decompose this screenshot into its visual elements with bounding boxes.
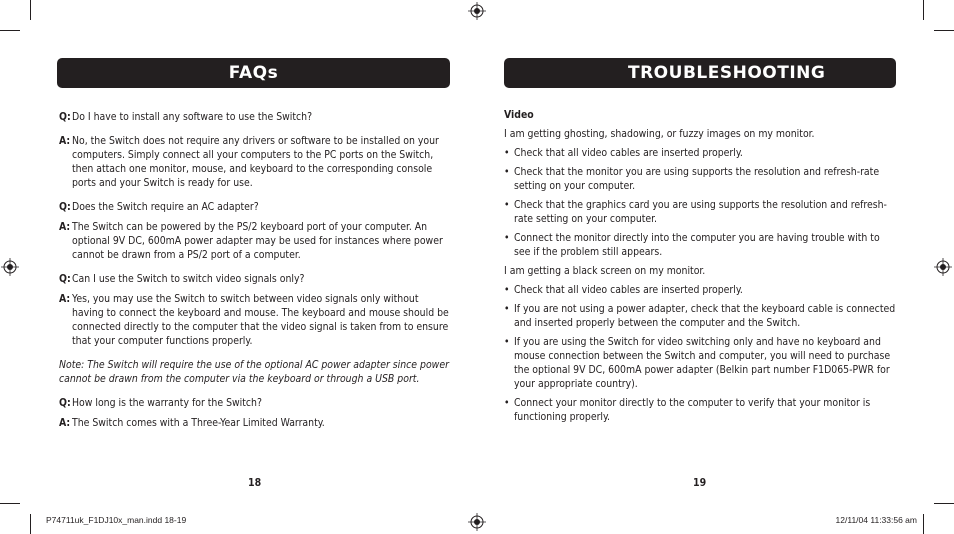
slug-filename: P74711uk_F1DJ10x_man.indd 18-19 [46,515,187,525]
registration-mark-icon [468,513,486,531]
answer-tag: A: [59,293,71,305]
faq-question [59,272,451,286]
faqs-column [59,110,451,436]
registration-mark-icon [468,2,486,20]
crop-mark [934,503,954,504]
answer-tag: A: [59,135,71,147]
problem-heading: I am getting a black screen on my monitor. [504,265,706,277]
list-item [504,335,896,391]
faqs-header-title: FAQs [228,63,279,83]
problem-heading: I am getting ghosting, shadowing, or fuzzy images on my monitor. [504,128,815,140]
list-item [504,146,896,160]
question-tag: Q: [59,397,71,409]
bullet-glyph: • [504,303,510,315]
list-item [504,396,896,424]
crop-mark [923,0,924,20]
list-item-text: If you are using the Switch for video switching only and have no keyboard and mouse connection between the Switch and computer, you will need to purchase the optional 9V DC, 600mA power adapter (Belkin part number F1D065-PWR for your appropriate country). [514,336,891,390]
list-item-text: Check that all video cables are inserted properly. [514,147,743,159]
answer-tag: A: [59,221,71,233]
slug-datetime: 12/11/04 11:33:56 am [835,515,917,525]
list-item [504,302,896,330]
crop-mark [30,0,31,20]
question-tag: Q: [59,201,71,213]
answer-text: The Switch can be powered by the PS/2 keyboard port of your computer. An optional 9V DC, 600mA power adapter may be used for instances where power cannot be drawn from a PS/2 port of a computer. [72,221,443,261]
list-item-text: Check that the monitor you are using supports the resolution and refresh-rate setting on your computer. [514,166,880,192]
crop-mark [934,30,954,31]
list-item [504,165,896,193]
question-text: Do I have to install any software to use the Switch? [72,111,313,123]
list-item [504,198,896,226]
troubleshooting-column [504,108,896,429]
bullet-glyph: • [504,397,510,409]
bullet-glyph: • [504,147,510,159]
troubleshooting-header-title: TROUBLESHOOTING [628,63,826,83]
bullet-glyph: • [504,336,510,348]
answer-text: No, the Switch does not require any drivers or software to be installed on your computers. Simply connect all your computers to the PC ports on the Switch, then attach one monitor, mouse, and keyboard to the corresponding console ports and your Switch is ready for use. [72,135,439,189]
faq-answer [59,416,451,430]
section-title: Video [504,109,534,121]
question-text: Can I use the Switch to switch video signals only? [72,273,305,285]
faq-answer [59,292,451,348]
page-number-left: 18 [248,477,262,489]
troubleshooting-header [504,58,896,88]
registration-mark-icon [934,258,952,276]
answer-text: The Switch comes with a Three-Year Limited Warranty. [72,417,325,429]
answer-text: Yes, you may use the Switch to switch between video signals only without having to connect the keyboard and mouse. The keyboard and mouse should be connected directly to the computer that the video signal is taken from to ensure that your computer functions properly. [72,293,449,347]
crop-mark [923,514,924,534]
crop-mark [0,30,20,31]
faq-answer [59,220,451,262]
faq-question [59,396,451,410]
list-item [504,283,896,297]
list-item-text: Check that all video cables are inserted properly. [514,284,743,296]
bullet-glyph: • [504,199,510,211]
faq-note: Note: The Switch will require the use of the optional AC power adapter since power cannot be drawn from the computer via the keyboard or through a USB port. [59,359,449,385]
question-text: How long is the warranty for the Switch? [72,397,262,409]
faq-question [59,200,451,214]
registration-mark-icon [1,258,19,276]
bullet-glyph: • [504,284,510,296]
list-item-text: Check that the graphics card you are using supports the resolution and refresh-rate setting on your computer. [514,199,887,225]
list-item [504,231,896,259]
list-item-text: Connect your monitor directly to the computer to verify that your monitor is functioning properly. [514,397,871,423]
question-tag: Q: [59,273,71,285]
faqs-header [57,58,450,88]
question-tag: Q: [59,111,71,123]
crop-mark [30,514,31,534]
crop-mark [0,503,20,504]
faq-answer [59,134,451,190]
answer-tag: A: [59,417,71,429]
list-item-text: If you are not using a power adapter, check that the keyboard cable is connected and inserted properly between the computer and the Switch. [514,303,896,329]
question-text: Does the Switch require an AC adapter? [72,201,259,213]
bullet-glyph: • [504,232,510,244]
list-item-text: Connect the monitor directly into the computer you are having trouble with to see if the problem still appears. [514,232,880,258]
page-number-right: 19 [693,477,707,489]
bullet-glyph: • [504,166,510,178]
faq-question [59,110,451,124]
